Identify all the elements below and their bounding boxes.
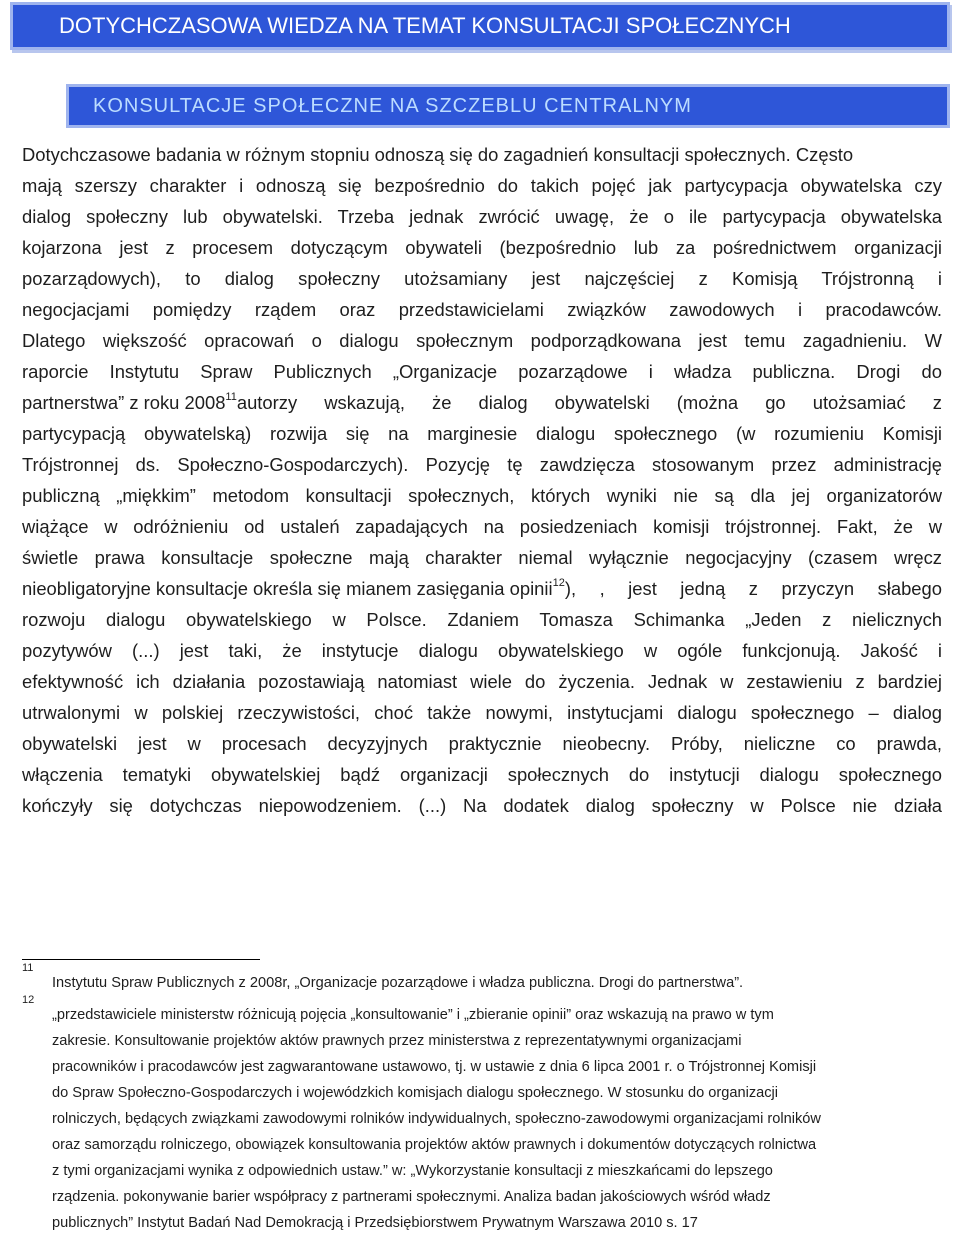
footnote-text: „przedstawiciele ministerstw różnicują pojęcia „konsultowanie” i „zbieranie opinii” oraz wskazują na prawo w tym — [52, 1007, 774, 1023]
text-line: publiczną „miękkim” metodom konsultacji społecznych, których wyniki nie są dla jej organizatorów — [22, 485, 942, 506]
text-fragment: partnerstwa” z roku 2008 — [22, 392, 226, 413]
text-line: pozarządowych), to dialog społeczny utożsamiany jest najczęściej z Komisją Trójstronną i — [22, 268, 942, 289]
text-line: partycypacją obywatelską) rozwija się na marginesie dialogu społecznego (w rozumieniu Komisji — [22, 423, 942, 444]
text-line: włączenia tematyki obywatelskiej bądź organizacji społecznych do instytucji dialogu społecznego — [22, 764, 942, 785]
footnote-separator — [22, 959, 260, 960]
text-fragment: autorzy wskazują, że dialog obywatelski (można go utożsamiać z — [236, 392, 942, 413]
text-fragment: nieobligatoryjne konsultacje określa się mianem zasięgania opinii — [22, 578, 553, 599]
footnote-text: do Spraw Społeczno-Gospodarczych i wojewódzkich komisjach dialogu społecznego. W stosunku do organizacji — [52, 1085, 779, 1101]
text-line: raporcie Instytutu Spraw Publicznych „Organizacje pozarządowe i władza publiczna. Drogi do — [22, 361, 942, 382]
text-fragment: ), , jest jedną z przyczyn słabego — [564, 578, 942, 599]
text-line: efektywność ich działania pozostawiają natomiast wiele do życzenia. Jednak w zestawieniu z bardziej — [22, 671, 942, 692]
footnote-number: 12 — [22, 994, 35, 1006]
footnote-text: rolniczych, będących związkami zawodowymi rolników indywidualnych, społeczno-zawodowymi organizacjami rolników — [52, 1111, 821, 1127]
text-line: wiążące w odróżnieniu od ustaleń zapadających na posiedzeniach komisji trójstronnej. Fakt, że w — [22, 516, 942, 537]
text-line: pozytywów (...) jest taki, że instytucje dialogu obywatelskiego w ogóle funkcjonują. Jakość i — [22, 640, 942, 661]
text-line: Dlatego większość opracowań o dialogu społecznym podporządkowana jest temu zagadnieniu. W — [22, 330, 942, 351]
footnote-ref: 11 — [225, 391, 237, 403]
text-line — [22, 573, 942, 604]
footnote-text: Instytutu Spraw Publicznych z 2008r, „Organizacje pozarządowe i władza publiczna. Drogi do partnerstwa”. — [52, 975, 744, 991]
body-paragraph — [22, 139, 942, 821]
text-line: obywatelski jest w procesach decyzyjnych praktycznie nieobecny. Próby, nieliczne co prawda, — [22, 733, 942, 754]
footnote-number: 11 — [22, 962, 34, 974]
footnote-text: pracowników i pracodawców jest zagwarantowane ustawowo, tj. w ustawie z dnia 6 lipca 2001 r. o Trójstronnej Komisji — [52, 1059, 817, 1075]
text-line: mają szerszy charakter i odnoszą się bezpośrednio do takich pojęć jak partycypacja obywatelska czy — [22, 175, 942, 196]
text-line: Trójstronnej ds. Społeczno-Gospodarczych). Pozycję tę zawdzięcza stosowanym przez administrację — [22, 454, 942, 475]
footnote-text: z tymi organizacjami wynika z odpowiednich ustaw.” w: „Wykorzystanie konsultacji z mieszkańcami do lepszego — [52, 1163, 773, 1179]
footnote — [22, 962, 942, 996]
text-line: kończyły się dotychczas niepowodzeniem. (...) Na dodatek dialog społeczny w Polsce nie działa — [22, 795, 942, 816]
text-line: kojarzona jest z procesem dotyczącym obywateli (bezpośrednio lub za pośrednictwem organizacji — [22, 237, 942, 258]
text-line: negocjacjami pomiędzy rządem oraz przedstawicielami związków zawodowych i pracodawców. — [22, 299, 942, 320]
footnote-text: zakresie. Konsultowanie projektów aktów prawnych przez ministerstwa z reprezentatywnymi organizacjami — [52, 1033, 742, 1049]
text-line: świetle prawa konsultacje społeczne mają charakter niemal wyłącznie negocjacyjny (czasem wręcz — [22, 547, 942, 568]
section-heading: DOTYCHCZASOWA WIEDZA NA TEMAT KONSULTACJI SPOŁECZNYCH — [10, 2, 950, 50]
footnote-text: rządzenia. pokonywanie barier współpracy z partnerami społecznymi. Analiza badan jakościowych wśród władz — [52, 1189, 771, 1205]
text-line: dialog społeczny lub obywatelski. Trzeba jednak zwrócić uwagę, że o ile partycypacja obywatelska — [22, 206, 942, 227]
subsection-heading: KONSULTACJE SPOŁECZNE NA SZCZEBLU CENTRALNYM — [66, 84, 950, 128]
footnote-text: publicznych” Instytut Badań Nad Demokracją i Przedsiębiorstwem Prywatnym Warszawa 2010 s. 17 — [52, 1215, 698, 1231]
footnote-ref: 12 — [552, 577, 565, 589]
text-line — [22, 387, 942, 418]
footnote — [22, 994, 942, 1236]
footnote-text: oraz samorządu rolniczego, obowiązek konsultowania projektów aktów prawnych i dokumentów dotyczących rolnictwa — [52, 1137, 817, 1153]
text-line: utrwalonymi w polskiej rzeczywistości, choć także nowymi, instytucjami dialogu społecznego – dialog — [22, 702, 942, 723]
text-line: Dotychczasowe badania w różnym stopniu odnoszą się do zagadnień konsultacji społecznych. Często — [22, 144, 854, 165]
text-line: rozwoju dialogu obywatelskiego w Polsce. Zdaniem Tomasza Schimanka „Jeden z nielicznych — [22, 609, 942, 630]
